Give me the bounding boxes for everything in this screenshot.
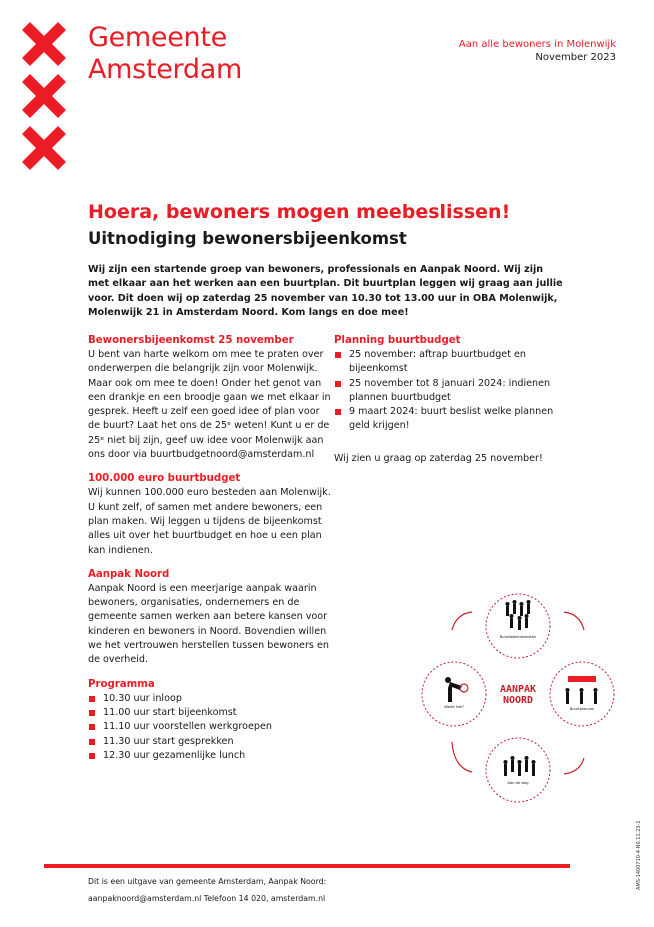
section-meeting xyxy=(88,334,333,462)
magnifier-person-icon xyxy=(445,677,462,702)
aanpak-noord-cycle-diagram xyxy=(418,592,618,810)
section-heading: Programma xyxy=(88,678,155,690)
logo-line-2: Amsterdam xyxy=(88,54,242,85)
section-heading: Aanpak Noord xyxy=(88,568,170,580)
section-heading: Planning buurtbudget xyxy=(334,335,461,346)
bullet-square-icon xyxy=(335,352,341,358)
page-title: Hoera, bewoners mogen meebeslissen! xyxy=(88,201,511,223)
section-aanpak xyxy=(88,568,333,668)
planning-list xyxy=(334,348,574,434)
node-label-buurtplannen: Buurtplannen xyxy=(569,707,595,711)
programma-list xyxy=(88,692,333,763)
amsterdam-three-crosses-icon xyxy=(22,22,66,178)
intro-paragraph: Wij zijn een startende groep van bewoners, professionals en Aanpak Noord. Wij zijn met elkaar aan het werken aan een buurtplan. Dit buurtplan leggen wij graag aan jullie voor. Dit doen wij op zaterdag 25 november van 10.30 tot 13.00 uur in OBA Molenwijk, Molenwijk 21 in Amsterdam Noord. Kom langs en doe mee! xyxy=(88,264,563,318)
date-line: November 2023 xyxy=(535,52,616,63)
cross-icon xyxy=(22,126,66,170)
node-label-werkt-het: Werkt het? xyxy=(444,705,464,709)
bullet-square-icon xyxy=(89,724,95,730)
logo-line-1: Gemeente xyxy=(88,22,227,53)
cross-icon xyxy=(22,22,66,66)
cycle-diagram-graphic xyxy=(418,592,618,810)
section-body: Wij kunnen 100.000 euro besteden aan Molenwijk. U kunt zelf, of samen met andere bewoners, een plan maken. Wij leggen u tijdens de bijeenkomst alles uit over het buurtbudget en hoe u een plan kan indienen. xyxy=(88,487,331,556)
group-people-icon xyxy=(506,600,531,630)
bullet-square-icon xyxy=(89,739,95,745)
list-item: 25 november tot 8 januari 2024: indienen plannen buurtbudget xyxy=(334,377,574,406)
right-column xyxy=(334,334,574,476)
aanpak-noord-logo-line-1: AANPAK xyxy=(499,684,537,695)
logo-wordmark xyxy=(88,22,242,86)
puzzle-people-icon xyxy=(566,688,598,704)
footer-line-2: aanpaknoord@amsterdam.nl Telefoon 14 020, amsterdam.nl xyxy=(88,894,326,903)
section-body: U bent van harte welkom om mee te praten over onderwerpen die belangrijk zijn voor Molenwijk. Maar ook om mee te doen! Onder het genot van een drankje en een broodje gaan we met elkaar in gesprek. Heeft u zelf een goed idee of plan voor de buurt? Laat het ons de 25ᵉ weten! Kunt u er de 25ᵉ niet bij zijn, geef uw idee voor Molenwijk aan ons door via buurtbudgetnoord@amsterdam.nl xyxy=(88,349,331,461)
bullet-square-icon xyxy=(89,710,95,716)
section-budget xyxy=(88,472,333,557)
node-label-aan-de-slag: Aan de slag xyxy=(507,781,529,785)
list-item: 11.30 uur start gesprekken xyxy=(88,735,333,749)
section-heading: Bewonersbijeenkomst 25 november xyxy=(88,335,294,346)
cross-icon xyxy=(22,74,66,118)
bullet-square-icon xyxy=(89,753,95,759)
document-code: AMS-1400710-4-N0.11.23-1 xyxy=(636,820,642,890)
footer xyxy=(88,873,326,907)
page-subtitle: Uitnodiging bewonersbijeenkomst xyxy=(88,229,407,248)
footer-divider xyxy=(44,864,570,868)
section-programma xyxy=(88,678,333,763)
closing-line: Wij zien u graag op zaterdag 25 november! xyxy=(334,452,543,464)
section-heading: 100.000 euro buurtbudget xyxy=(88,473,241,485)
list-item: 9 maart 2024: buurt beslist welke plannen geld krijgen! xyxy=(334,405,574,434)
holding-hands-icon xyxy=(504,756,536,776)
section-planning xyxy=(334,334,574,466)
bullet-square-icon xyxy=(89,696,95,702)
list-item: 11.10 uur voorstellen werkgroepen xyxy=(88,720,333,734)
audience-line: Aan alle bewoners in Molenwijk xyxy=(458,39,616,50)
node-label-buurtbijeenkomsten: Buurtbijeenkomsten xyxy=(499,635,537,639)
list-item: 10.30 uur inloop xyxy=(88,692,333,706)
list-item: 12.30 uur gezamenlijke lunch xyxy=(88,749,333,763)
left-column xyxy=(88,334,333,773)
bullet-square-icon xyxy=(335,381,341,387)
bullet-square-icon xyxy=(335,409,341,415)
list-item: 25 november: aftrap buurtbudget en bijeenkomst xyxy=(334,348,574,377)
section-body: Aanpak Noord is een meerjarige aanpak waarin bewoners, organisaties, ondernemers en de gemeente samen werken aan betere kansen voor kinderen en bewoners in Noord. Bovendien willen we het vertrouwen herstellen tussen bewoners en de overheid. xyxy=(88,582,329,666)
header-meta xyxy=(459,38,616,64)
list-item: 11.00 uur start bijeenkomst xyxy=(88,706,333,720)
aanpak-noord-logo-line-2: NOORD xyxy=(502,695,534,706)
footer-line-1: Dit is een uitgave van gemeente Amsterdam, Aanpak Noord: xyxy=(88,877,327,886)
